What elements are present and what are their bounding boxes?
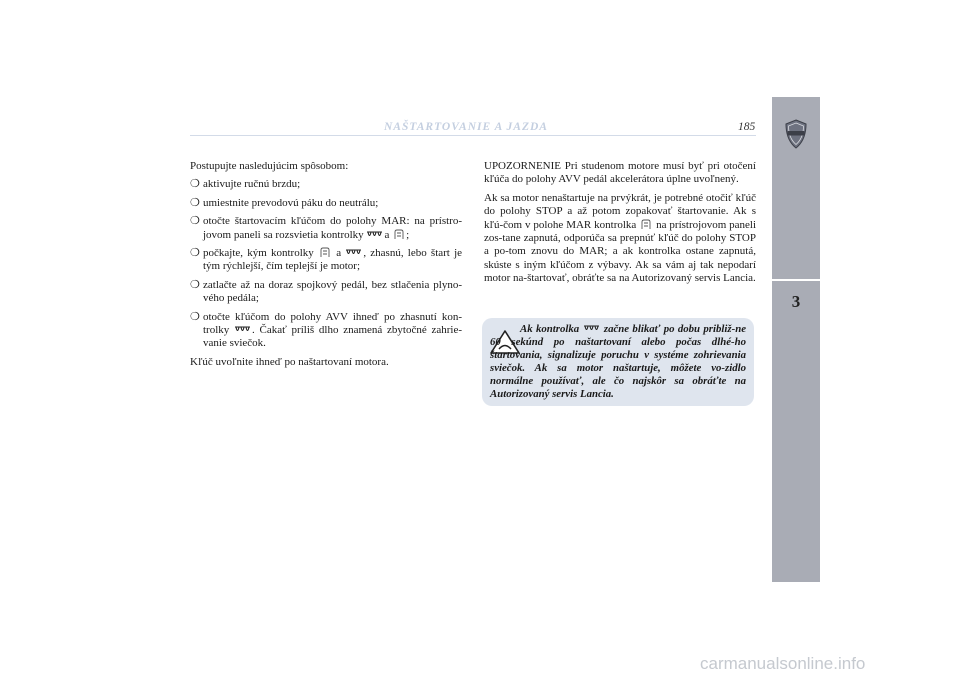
section-title: NAŠTARTOVANIE A JAZDA xyxy=(384,121,548,133)
glow-plug-icon xyxy=(367,231,383,240)
lancia-logo xyxy=(784,119,808,149)
bullet-icon: ❍ xyxy=(190,247,200,260)
list-item: ❍ aktivujte ručnú brzdu; xyxy=(190,178,301,191)
steps-list xyxy=(190,178,462,350)
header-divider xyxy=(190,135,756,136)
list-item: ❍ počkajte, kým kontrolky a , zhasnú, lebo štart je tým rýchlejší, čím teplejší je motor; xyxy=(190,247,463,273)
left-column xyxy=(190,160,462,374)
chapter-number: 3 xyxy=(791,292,801,311)
glow-plug-icon xyxy=(235,326,251,335)
glow-plug-icon xyxy=(584,325,600,334)
page-number: 185 xyxy=(738,121,756,133)
glow-plug-icon xyxy=(346,249,362,258)
intro-text: Postupujte nasledujúcim spôsobom: xyxy=(190,160,349,172)
list-item: ❍ otočte kľúčom do polohy AVV ihneď po zhasnutí kon-trolky . Čakať príliš dlho znamená zbytočné zahrie-vanie sviečok. xyxy=(190,310,463,350)
right-column xyxy=(484,160,756,291)
immobilizer-icon xyxy=(319,247,331,258)
list-item: ❍ umiestnite prevodovú páku do neutrálu; xyxy=(190,196,379,209)
bullet-icon: ❍ xyxy=(190,310,200,323)
immobilizer-icon xyxy=(640,219,652,230)
bullet-icon: ❍ xyxy=(190,215,200,228)
warning-text: Ak kontrolka začne blikať po dobu približ-ne 60 sekúnd po naštartovaní alebo počas dlhé-ho štartovania, signalizuje poruchu v systéme zohrievania sviečok. Ak sa motor naštartuje, môžete vo-zidlo normálne používať, ale čo najskôr sa obráťte na Autorizovaný servis Lancia. xyxy=(490,323,746,400)
watermark: carmanualsonline.info xyxy=(700,654,866,673)
restart-paragraph: Ak sa motor nenaštartuje na prvýkrát, je potrebné otočiť kľúč do polohy STOP a až potom zopakovať štartovanie. Ak s kľú-čom v polohe MAR kontrolka na prístrojovom paneli zos-tane zapnutá, odporúča sa prepnúť kľúč do polohy STOP a po-tom znovu do MAR; a ak kontrolka ostane zapnutá, skúste s iným kľúčom z výbavy. Ak sa vám aj tak nepodarí motor na-štartovať, obráťte sa na Autorizovaný servis Lancia. xyxy=(484,191,757,285)
bullet-icon: ❍ xyxy=(190,278,200,291)
immobilizer-icon xyxy=(393,229,405,240)
outro-text: Kľúč uvoľnite ihneď po naštartovaní motora. xyxy=(190,355,389,368)
list-item: ❍ otočte štartovacím kľúčom do polohy MAR: na prístro-jovom paneli sa rozsvietia kontrolky a ; xyxy=(190,215,462,241)
chapter-sidebar xyxy=(772,97,820,582)
list-item: ❍ zatlačte až na doraz spojkový pedál, bez stlačenia plyno-vého pedála; xyxy=(190,278,462,305)
caution-paragraph: UPOZORNENIE Pri studenom motore musí byť pri otočení kľúča do polohy AVV pedál akcelerátora úplne uvoľnený. xyxy=(484,160,756,186)
sidebar-divider xyxy=(772,279,820,281)
bullet-icon: ❍ xyxy=(190,178,200,191)
bullet-icon: ❍ xyxy=(190,196,200,209)
